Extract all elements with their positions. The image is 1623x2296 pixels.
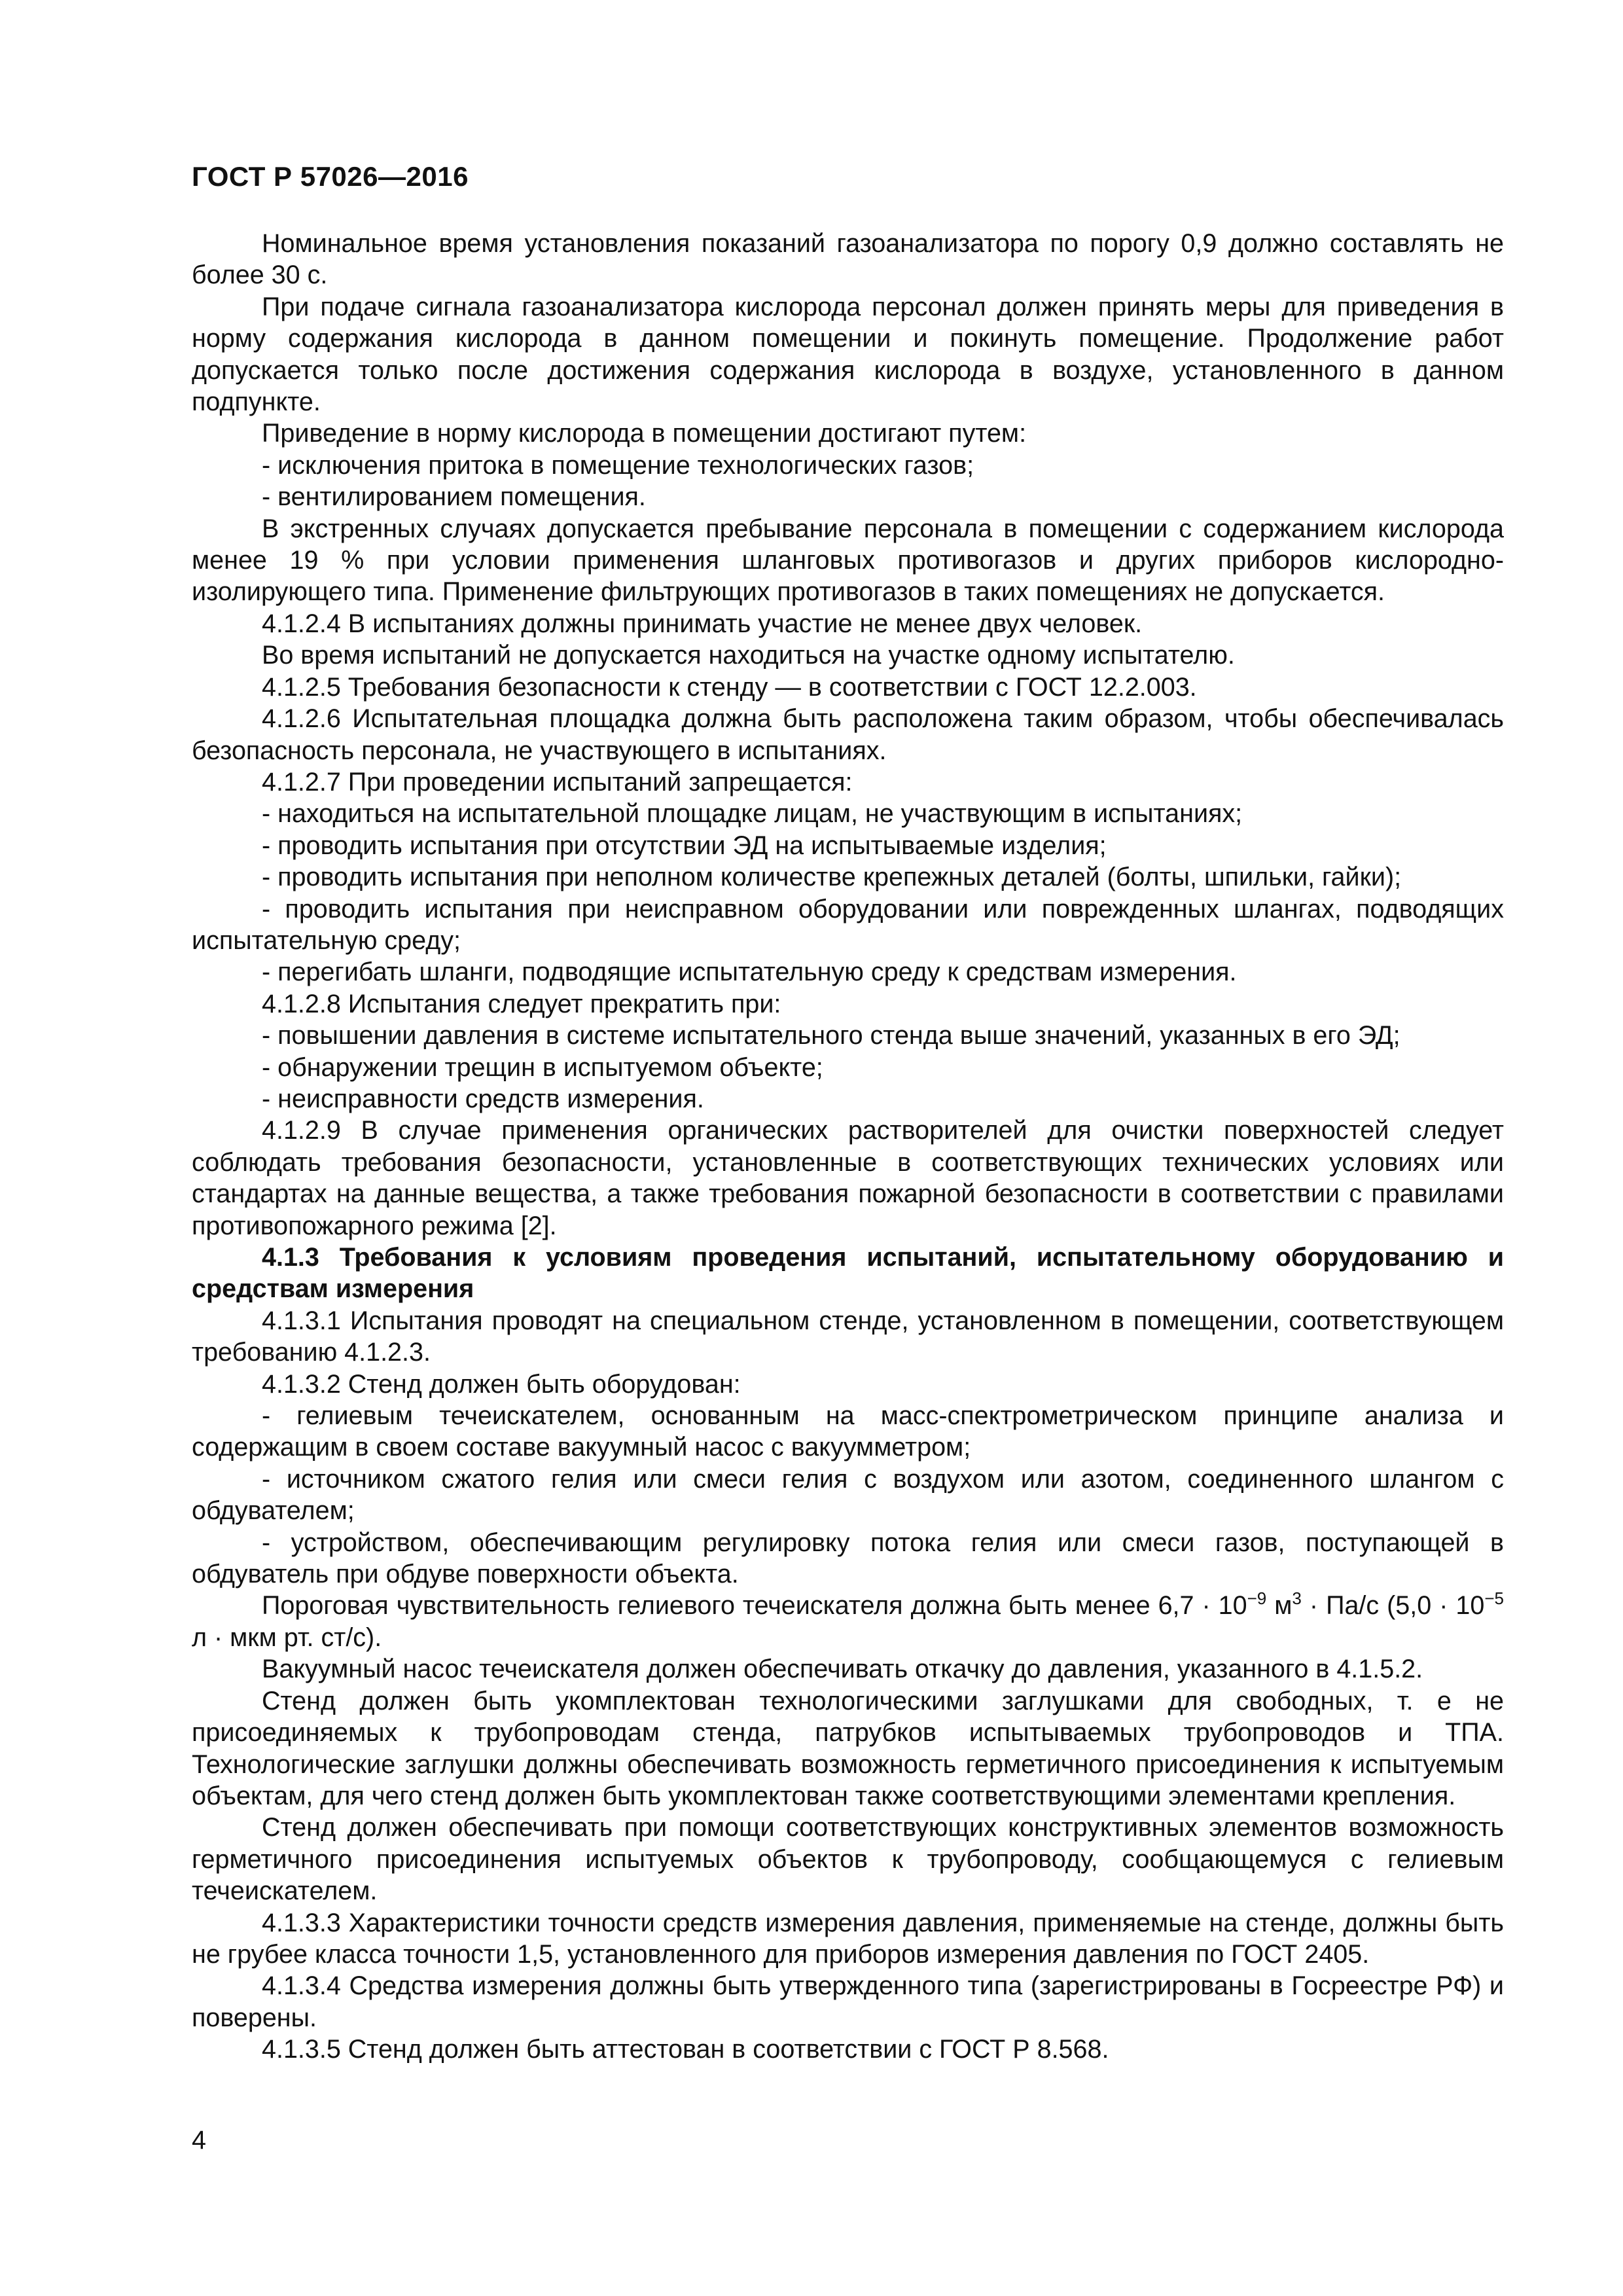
paragraph: При подаче сигнала газоанализатора кислорода персонал должен принять меры для приведения в норму содержания кислорода в данном помещении и покинуть помещение. Продолжение работ допускается только после достижения содержания кислорода в воздухе, установленного в данном подпункте. (192, 292, 1504, 417)
exponent: −5 (1484, 1588, 1504, 1609)
paragraph: Вакуумный насос течеискателя должен обеспечивать откачку до давления, указанного в 4.1.5.2. (262, 1655, 1423, 1684)
sensitivity-text: м (1266, 1591, 1293, 1621)
clause-4-1-3-5: 4.1.3.5 Стенд должен быть аттестован в соответствии с ГОСТ Р 8.568. (262, 2035, 1109, 2064)
clause-4-1-2-9: 4.1.2.9 В случае применения органических растворителей для очистки поверхностей следует соблюдать требования безопасности, установленные в соответствующих технических условиях или стандартах на данные вещества, а также требования пожарной безопасности в соответствии с правилами противопожарного режима [2]. (192, 1116, 1504, 1240)
list-item: - проводить испытания при неисправном оборудовании или поврежденных шлангах, подводящих испытательную среду; (192, 894, 1504, 955)
sensitivity-paragraph (192, 1590, 1504, 1653)
clause-4-1-3-2: 4.1.3.2 Стенд должен быть оборудован: (262, 1369, 741, 1399)
paragraph: Стенд должен быть укомплектован технологическими заглушками для свободных, т. е не присоединяемых к трубопроводам стенда, патрубков испытываемых трубопроводов и ТПА. Технологические заглушки должны обеспечивать возможность герметичного присоединения к испытуемым объектам, для чего стенд должен быть укомплектован также соответствующими элементами крепления. (192, 1686, 1504, 1810)
sensitivity-text: л · мкм рт. ст/с). (192, 1623, 382, 1652)
paragraph: Приведение в норму кислорода в помещении достигают путем: (262, 419, 1027, 448)
list-item: - исключения притока в помещение технологических газов; (262, 450, 974, 480)
list-item: - проводить испытания при неполном количестве крепежных деталей (болты, шпильки, гайки); (262, 863, 1402, 892)
list-item: - повышении давления в системе испытательного стенда выше значений, указанных в его ЭД; (262, 1021, 1400, 1050)
list-item: - неисправности средств измерения. (262, 1084, 704, 1113)
clause-4-1-2-6: 4.1.2.6 Испытательная площадка должна быть расположена таким образом, чтобы обеспечивалась безопасность персонала, не участвующего в испытаниях. (192, 704, 1504, 765)
list-item: - обнаружении трещин в испытуемом объекте; (262, 1052, 823, 1082)
document-body (192, 228, 1504, 2066)
list-item: - источником сжатого гелия или смеси гелия с воздухом или азотом, соединенного шлангом с обдувателем; (192, 1464, 1504, 1526)
list-item: - перегибать шланги, подводящие испытательную среду к средствам измерения. (262, 958, 1237, 987)
sensitivity-text: Пороговая чувствительность гелиевого течеискателя должна быть менее 6,7 · 10 (262, 1591, 1247, 1621)
page-number: 4 (192, 2126, 206, 2155)
list-item: - проводить испытания при отсутствии ЭД на испытываемые изделия; (262, 831, 1107, 860)
clause-4-1-3-1: 4.1.3.1 Испытания проводят на специальном стенде, установленном в помещении, соответствующем требованию 4.1.2.3. (192, 1306, 1504, 1367)
section-heading-4-1-3: 4.1.3 Требования к условиям проведения испытаний, испытательному оборудованию и средствам измерения (192, 1243, 1504, 1304)
clause-4-1-2-7: 4.1.2.7 При проведении испытаний запрещается: (262, 767, 853, 797)
list-item: - находиться на испытательной площадке лицам, не участвующим в испытаниях; (262, 799, 1243, 829)
paragraph: В экстренных случаях допускается пребывание персонала в помещении с содержанием кислорода менее 19 % при условии применения шланговых противогазов и других приборов кислородно-изолирующего типа. Применение фильтрующих противогазов в таких помещениях не допускается. (192, 514, 1504, 607)
clause-4-1-2-8: 4.1.2.8 Испытания следует прекратить при: (262, 989, 781, 1018)
clause-4-1-2-4: 4.1.2.4 В испытаниях должны принимать участие не менее двух человек. (262, 609, 1143, 638)
list-item: - устройством, обеспечивающим регулировку потока гелия или смеси газов, поступающей в обдуватель при обдуве поверхности объекта. (192, 1528, 1504, 1589)
exponent: 3 (1292, 1588, 1302, 1609)
paragraph: Стенд должен обеспечивать при помощи соответствующих конструктивных элементов возможность герметичного присоединения испытуемых объектов к трубопроводу, сообщающемуся с гелиевым течеискателем. (192, 1813, 1504, 1906)
document-header: ГОСТ Р 57026—2016 (192, 161, 469, 192)
paragraph: Номинальное время установления показаний газоанализатора по порогу 0,9 должно составлять не более 30 с. (192, 229, 1504, 290)
clause-4-1-3-3: 4.1.3.3 Характеристики точности средств измерения давления, применяемые на стенде, должны быть не грубее класса точности 1,5, установленного для приборов измерения давления по ГОСТ 2405. (192, 1908, 1504, 1969)
list-item: - вентилированием помещения. (262, 482, 646, 512)
exponent: −9 (1247, 1588, 1267, 1609)
clause-4-1-3-4: 4.1.3.4 Средства измерения должны быть утвержденного типа (зарегистрированы в Госреестре РФ) и поверены. (192, 1971, 1504, 2032)
sensitivity-text: · Па/с (5,0 · 10 (1301, 1591, 1485, 1621)
paragraph: Во время испытаний не допускается находиться на участке одному испытателю. (262, 641, 1235, 670)
list-item: - гелиевым течеискателем, основанным на масс-спектрометрическом принципе анализа и содержащим в своем составе вакуумный насос с вакуумметром; (192, 1401, 1504, 1462)
clause-4-1-2-5: 4.1.2.5 Требования безопасности к стенду — в соответствии с ГОСТ 12.2.003. (262, 672, 1197, 702)
